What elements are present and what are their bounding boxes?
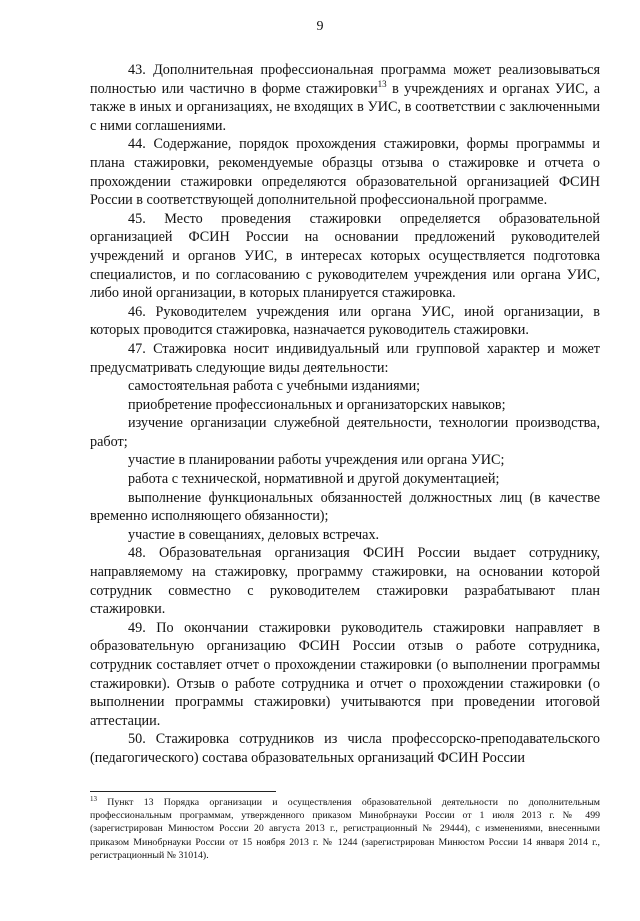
footnote-reference: 13 (377, 78, 387, 89)
paragraph-49: 49. По окончании стажировки руководитель стажировки направляет в образовательную организацию ФСИН России отзыв о работе сотрудника, сотрудник составляет отчет о прохождении стажировки (о выполнении программы стажировки). Отзыв о работе сотрудника и отчет о прохождении стажировки (о выполнении программы стажировки) учитываются при проведении итоговой аттестации. (90, 619, 600, 729)
footnote-separator (90, 791, 276, 792)
list-item: работа с технической, нормативной и другой документацией; (128, 471, 500, 488)
paragraph-43-rest: в учреждениях и органах УИС, а также в иных и организациях, не входящих в УИС, в соответствии с заключенными с ними соглашениями. (90, 80, 600, 134)
footnote-text: Пункт 13 Порядка организации и осуществления образовательной деятельности по дополнительным профессиональным программам, утвержденного приказом Минобрнауки России от 1 июля 2013 г. № 499 (зарегистрирован Минюстом России 20 августа 2013 г., регистрационный № 29444), с изменениями, внесенными приказом Минобрнауки России от 15 ноября 2013 г. № 1244 (зарегистрирован Минюстом России 14 января 2014 г., регистрационный № 31014). (90, 797, 600, 861)
paragraph-45: 45. Место проведения стажировки определяется образовательной организацией ФСИН России на основании предложений руководителей учреждений и органов УИС, в интересах которых осуществляется подготовка специалистов, и по согласованию с руководителем учреждения или органа УИС, либо иной организации, в которых планируется стажировка. (90, 210, 600, 302)
footnote-mark: 13 (90, 795, 97, 803)
paragraph-43 (90, 61, 600, 135)
list-item: приобретение профессиональных и организаторских навыков; (128, 396, 506, 413)
paragraph-43-text: 43. Дополнительная профессиональная программа может реализовываться полностью или частично в форме стажировки (90, 62, 600, 97)
footnote (90, 796, 600, 862)
list-item: самостоятельная работа с учебными изданиями; (128, 378, 421, 395)
document-body (90, 61, 600, 768)
list-item: участие в совещаниях, деловых встречах. (128, 526, 380, 543)
paragraph-48: 48. Образовательная организация ФСИН России выдает сотруднику, направляемому на стажировку, программу стажировки, на основании которой сотрудник совместно с руководителем стажировки разрабатывают план стажировки. (90, 545, 600, 618)
paragraph-50: 50. Стажировка сотрудников из числа профессорско-преподавательского (педагогического) состава образовательных организаций ФСИН России (90, 731, 600, 766)
list-item: выполнение функциональных обязанностей должностных лиц (в качестве временно исполняющего обязанности); (90, 489, 600, 525)
paragraph-46: 46. Руководителем учреждения или органа УИС, иной организации, в которых проводится стажировка, назначается руководитель стажировки. (90, 303, 600, 339)
page-number: 9 (316, 19, 324, 34)
list-item: участие в планировании работы учреждения или органа УИС; (128, 452, 505, 469)
paragraph-47: 47. Стажировка носит индивидуальный или групповой характер и может предусматривать следующие виды деятельности: (90, 340, 600, 376)
paragraph-44: 44. Содержание, порядок прохождения стажировки, формы программы и плана стажировки, рекомендуемые образцы отзыва о стажировке и отчета о прохождении стажировки определяются образовательной организацией ФСИН России в соответствующей дополнительной профессиональной программе. (90, 136, 600, 209)
list-item: изучение организации служебной деятельности, технологии производства, работ; (90, 415, 600, 450)
